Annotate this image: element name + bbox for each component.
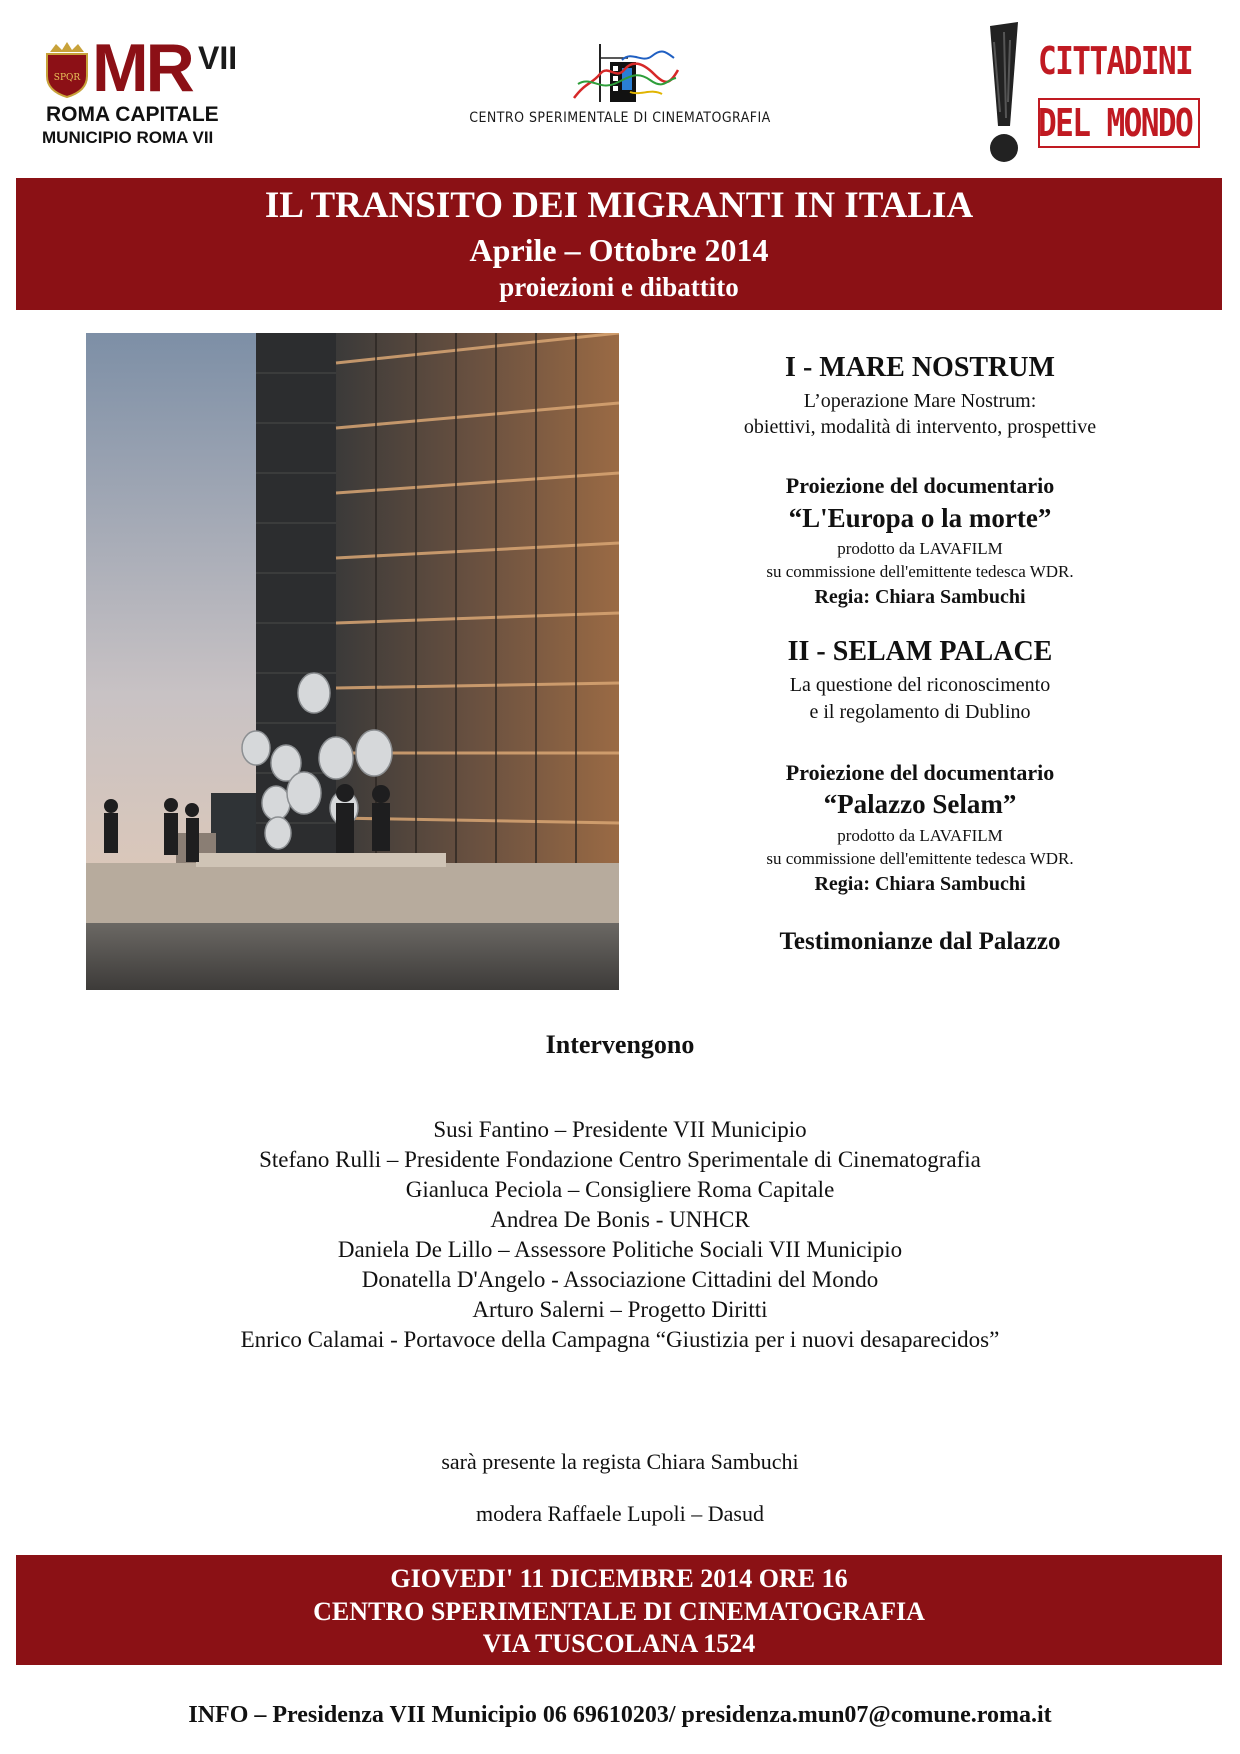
contact-info: INFO – Presidenza VII Municipio 06 69610203/ presidenza.mun07@comune.roma.it: [188, 1702, 1052, 1728]
part2-director: Regia: Chiara Sambuchi: [814, 873, 1026, 895]
event-details-banner: [16, 1555, 1222, 1665]
part1-desc-line1: L’operazione Mare Nostrum:: [803, 390, 1037, 412]
event-address: VIA TUSCOLANA 1524: [482, 1629, 756, 1658]
part2-desc-line2: e il regolamento di Dublino: [809, 701, 1031, 723]
municipio-roma-vii-logo: [40, 30, 280, 148]
part2-film-title: “Palazzo Selam”: [823, 789, 1017, 819]
mr-logo-number: VII: [198, 40, 238, 76]
part2-commission: su commissione dell'emittente tedesca WDR.: [766, 849, 1074, 868]
exclamation-icon: [980, 22, 1032, 172]
event-date: GIOVEDI' 11 DICEMBRE 2014 ORE 16: [390, 1564, 848, 1593]
part2-title: II - SELAM PALACE: [787, 636, 1053, 667]
part1-desc-line2: obiettivi, modalità di intervento, prospettive: [743, 416, 1097, 438]
film-strip-icon: [570, 40, 680, 106]
title-banner: [16, 178, 1222, 310]
part1-screening-label: Proiezione del documentario: [785, 473, 1055, 498]
cittadini-del-mondo-logo: [980, 22, 1220, 172]
roma-capitale-label: ROMA CAPITALE: [46, 103, 219, 126]
cittadini-logo-line1: CITTADINI: [1038, 39, 1193, 83]
speaker-item: Enrico Calamai - Portavoce della Campagna “Giustizia per i nuovi desaparecidos”: [240, 1327, 1000, 1352]
event-title: IL TRANSITO DEI MIGRANTI IN ITALIA: [264, 185, 974, 226]
csc-logo: [440, 40, 800, 140]
part2-desc-line1: La questione del riconoscimento: [789, 674, 1051, 696]
part1-commission: su commissione dell'emittente tedesca WDR.: [766, 562, 1074, 581]
speaker-item: Daniela De Lillo – Assessore Politiche Sociali VII Municipio: [337, 1237, 903, 1262]
speaker-item: Arturo Salerni – Progetto Diritti: [472, 1297, 768, 1322]
part1-film-title: “L'Europa o la morte”: [788, 503, 1052, 533]
speaker-item: Gianluca Peciola – Consigliere Roma Capitale: [405, 1177, 835, 1202]
part1-director: Regia: Chiara Sambuchi: [814, 586, 1026, 608]
roma-shield-icon: [44, 42, 90, 98]
palazzo-selam-photo: [86, 333, 619, 990]
part2-screening-label: Proiezione del documentario: [785, 760, 1055, 785]
director-present-note: sarà presente la regista Chiara Sambuchi: [441, 1449, 799, 1474]
speaker-item: Andrea De Bonis - UNHCR: [490, 1207, 750, 1232]
speaker-item: Donatella D'Angelo - Associazione Cittadini del Mondo: [361, 1267, 879, 1292]
speaker-item: Susi Fantino – Presidente VII Municipio: [433, 1117, 807, 1142]
municipio-label: MUNICIPIO ROMA VII: [42, 128, 214, 147]
speakers-title: Intervengono: [545, 1030, 695, 1059]
part1-title: I - MARE NOSTRUM: [785, 352, 1055, 383]
svg-text:SPQR: SPQR: [53, 73, 81, 83]
part1-producer: prodotto da LAVAFILM: [837, 539, 1003, 558]
csc-logo-text: CENTRO SPERIMENTALE DI CINEMATOGRAFIA: [469, 110, 771, 126]
mr-logo-letters: MR: [92, 30, 192, 106]
event-dates: Aprile – Ottobre 2014: [469, 232, 769, 268]
speaker-item: Stefano Rulli – Presidente Fondazione Centro Sperimentale di Cinematografia: [259, 1147, 981, 1172]
moderator-note: modera Raffaele Lupoli – Dasud: [476, 1501, 764, 1526]
cittadini-logo-line2: DEL MONDO: [1038, 101, 1193, 145]
testimonials-label: Testimonianze dal Palazzo: [779, 928, 1061, 955]
event-venue: CENTRO SPERIMENTALE DI CINEMATOGRAFIA: [313, 1597, 925, 1626]
event-subtitle: proiezioni e dibattito: [499, 272, 739, 302]
part2-producer: prodotto da LAVAFILM: [837, 826, 1003, 845]
